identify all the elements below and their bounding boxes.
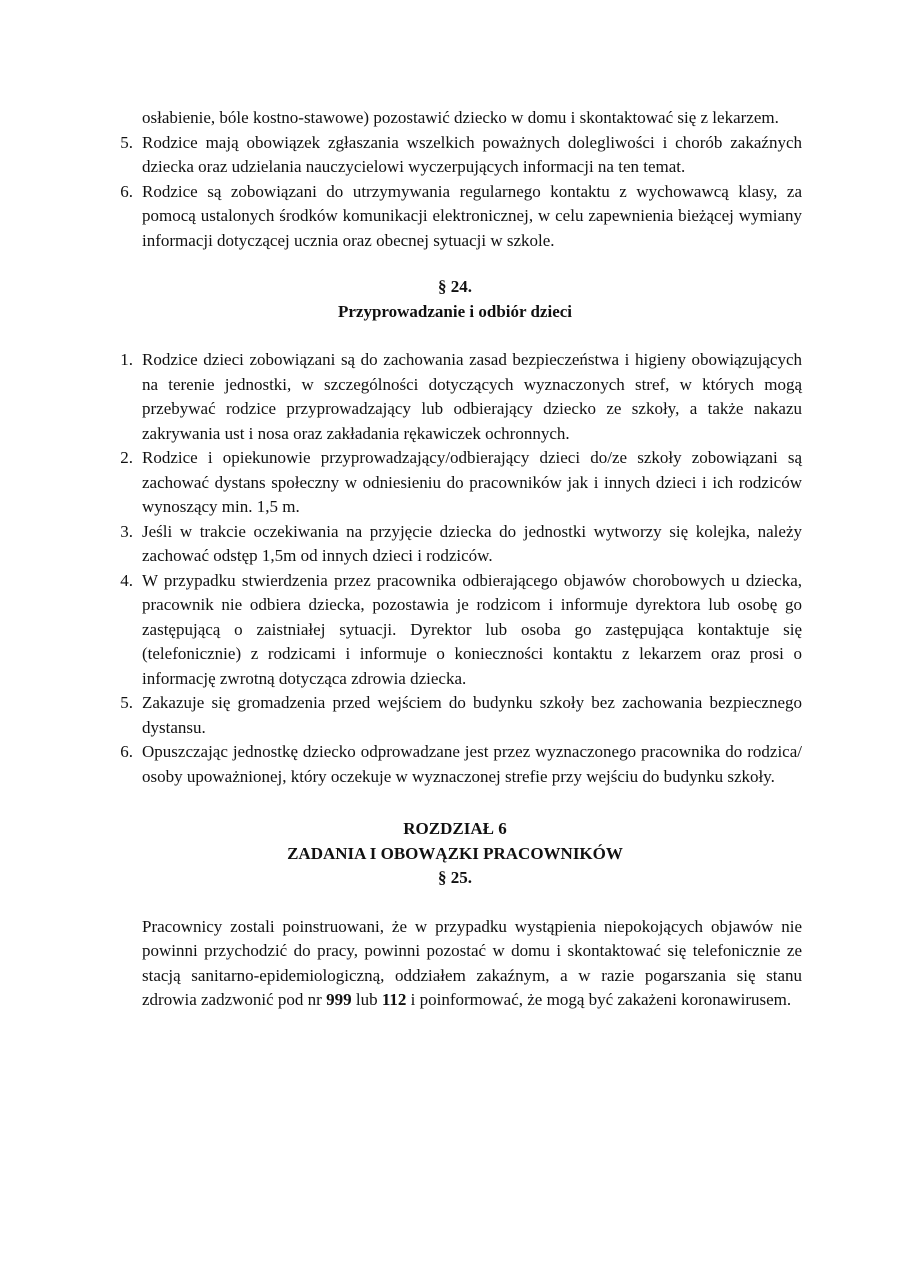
top-list [108,106,802,253]
list-item-text: Opuszczając jednostkę dziecko odprowadzane jest przez wyznaczonego pracownika do rodzica/ osoby upoważnionej, który oczekuje w wyznaczonej strefie przy wejściu do budynku szkoły. [142,742,802,786]
list-item-number: 2. [120,448,133,467]
list-item-number: 5. [120,693,133,712]
list-item-text: Jeśli w trakcie oczekiwania na przyjęcie dziecka do jednostki wytworzy się kolejka, należy zachować odstęp 1,5m od innych dzieci i rodziców. [142,521,802,565]
section-24-list [108,348,802,789]
list-item-number: 6. [120,181,133,201]
paragraph-text: Pracownicy zostali poinstruowani, że w przypadku wystąpienia niepokojących objawów nie powinni przychodzić do pracy, powinni pozostać w domu i skontaktować się telefonicznie ze stacją sanitarno-epidemiologiczną, oddziałem zakaźnym, a w razie pogarszania się stanu zdrowia zadzwonić pod nr [142,916,802,1009]
list-item [108,569,802,692]
paragraph-text: i poinformować, że mogą być zakażeni koronawirusem. [406,990,792,1009]
list-item-text: Rodzice mają obowiązek zgłaszania wszelkich poważnych dolegliwości i chorób zakaźnych dziecka oraz udzielania nauczycielowi wyczerpujących informacji na ten temat. [142,132,802,176]
list-item-number: 3. [120,521,133,541]
section-24-number: § 24. [438,277,472,296]
list-item [108,446,802,520]
list-item-text: Rodzice dzieci zobowiązani są do zachowania zasad bezpieczeństwa i higieny obowiązujących na terenie jednostki, w szczególności dotyczących wyznaczonych stref, w których mogą przebywać rodzice przyprowadzający lub odbierający dziecko ze szkoły, a także nakazu zakrywania ust i nosa oraz zakładania rękawiczek ochronnych. [142,350,802,443]
section-25-number: § 25. [438,868,472,887]
list-item-text: Rodzice i opiekunowie przyprowadzający/odbierający dzieci do/ze szkoły zobowiązani są zachować dystans społeczny w odniesieniu do pracowników jak i innych dzieci i ich rodziców wynoszący min. 1,5 m. [142,448,802,516]
list-item [108,131,802,180]
list-item [108,691,802,740]
list-item [108,740,802,789]
list-item-text: Zakazuje się gromadzenia przed wejściem do budynku szkoły bez zachowania bezpiecznego dystansu. [142,693,802,737]
list-item-text: osłabienie, bóle kostno-stawowe) pozostawić dziecko w domu i skontaktować się z lekarzem. [142,108,779,127]
list-item-number: 4. [120,570,133,590]
phone-number-999: 999 [326,990,352,1009]
chapter-6-label: ROZDZIAŁ 6 [403,819,507,838]
list-item-text: W przypadku stwierdzenia przez pracownika odbierającego objawów chorobowych u dziecka, pracownik nie odbiera dziecka, pozostawia je rodzicom i informuje dyrektora lub osobę go zastępującą o zaistniałej sytuacji. Dyrektor lub osoba go zastępująca kontaktuje się (telefonicznie) z rodzicami i informuje o konieczności kontaktu z lekarzem oraz prosi o informację zwrotną dotycząca zdrowia dziecka. [142,570,802,688]
list-item-number: 1. [120,350,133,369]
paragraph-text: lub [351,990,382,1009]
section-25-paragraph [142,915,802,1013]
phone-number-112: 112 [381,990,407,1009]
list-item [108,520,802,569]
list-item [108,180,802,254]
list-item [108,106,802,131]
list-item-text: Rodzice są zobowiązani do utrzymywania regularnego kontaktu z wychowawcą klasy, za pomocą ustalonych środków komunikacji elektronicznej, w celu zapewnienia bieżącej wymiany informacji dotyczącej ucznia oraz obecnej sytuacji w szkole. [142,181,802,250]
list-item-number: 5. [120,132,133,152]
section-24-title: Przyprowadzanie i odbiór dzieci [337,301,573,321]
list-item [108,348,802,446]
list-item-number: 6. [120,742,133,761]
chapter-6-title: ZADANIA I OBOWĄZKI PRACOWNIKÓW [287,843,623,863]
